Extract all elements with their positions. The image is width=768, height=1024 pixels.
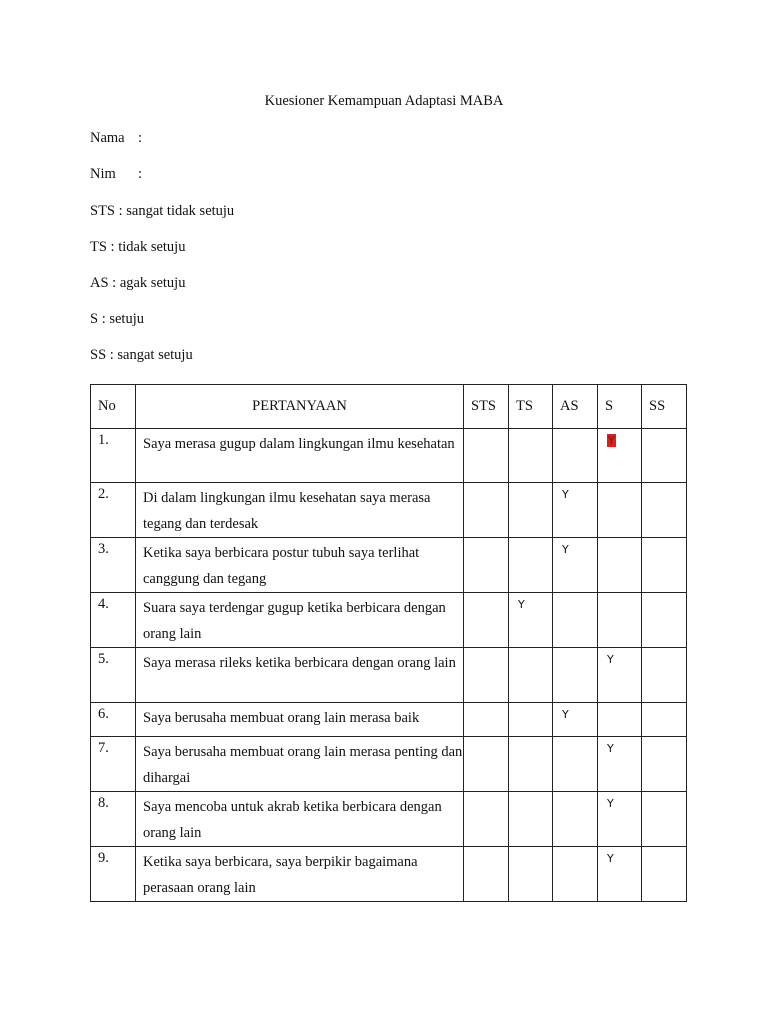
row-question: Saya mencoba untuk akrab ketika berbicara dengan orang lain bbox=[136, 792, 464, 847]
row-question: Saya berusaha membuat orang lain merasa baik bbox=[136, 703, 464, 737]
answer-mark: Y bbox=[607, 653, 614, 666]
row-question: Di dalam lingkungan ilmu kesehatan saya merasa tegang dan terdesak bbox=[136, 483, 464, 538]
row-question: Saya merasa rileks ketika berbicara dengan orang lain bbox=[136, 648, 464, 703]
answer-cell-sts[interactable] bbox=[464, 538, 509, 593]
row-number: 7. bbox=[91, 737, 136, 792]
answer-cell-as[interactable] bbox=[553, 483, 598, 538]
answer-mark: Y bbox=[562, 543, 569, 556]
row-number: 6. bbox=[91, 703, 136, 737]
table-row bbox=[91, 483, 687, 538]
answer-cell-ss[interactable] bbox=[642, 792, 687, 847]
row-question: Saya berusaha membuat orang lain merasa penting dan dihargai bbox=[136, 737, 464, 792]
header-ts: TS bbox=[509, 385, 553, 429]
answer-cell-ss[interactable] bbox=[642, 847, 687, 902]
answer-cell-sts[interactable] bbox=[464, 429, 509, 483]
answer-cell-as[interactable] bbox=[553, 847, 598, 902]
table-row bbox=[91, 648, 687, 703]
answer-cell-as[interactable] bbox=[553, 737, 598, 792]
answer-cell-sts[interactable] bbox=[464, 703, 509, 737]
table-row bbox=[91, 792, 687, 847]
answer-cell-s[interactable] bbox=[598, 847, 642, 902]
row-question: Suara saya terdengar gugup ketika berbicara dengan orang lain bbox=[136, 593, 464, 648]
nim-label: Nim bbox=[90, 166, 116, 182]
questionnaire-table bbox=[90, 384, 687, 902]
answer-cell-as[interactable] bbox=[553, 593, 598, 648]
answer-cell-sts[interactable] bbox=[464, 483, 509, 538]
row-number: 2. bbox=[91, 483, 136, 538]
answer-cell-s[interactable] bbox=[598, 429, 642, 483]
answer-cell-s[interactable] bbox=[598, 703, 642, 737]
answer-cell-as[interactable] bbox=[553, 429, 598, 483]
answer-cell-ts[interactable] bbox=[509, 847, 553, 902]
answer-cell-ss[interactable] bbox=[642, 483, 687, 538]
row-question: Ketika saya berbicara, saya berpikir bagaimana perasaan orang lain bbox=[136, 847, 464, 902]
header-ss: SS bbox=[642, 385, 687, 429]
answer-cell-ts[interactable] bbox=[509, 429, 553, 483]
answer-cell-as[interactable] bbox=[553, 648, 598, 703]
answer-cell-s[interactable] bbox=[598, 792, 642, 847]
answer-mark: Y bbox=[562, 488, 569, 501]
name-label: Nama bbox=[90, 130, 125, 146]
table-row bbox=[91, 593, 687, 648]
answer-mark: Y bbox=[607, 797, 614, 810]
answer-cell-ts[interactable] bbox=[509, 483, 553, 538]
answer-cell-ts[interactable] bbox=[509, 792, 553, 847]
answer-cell-s[interactable] bbox=[598, 648, 642, 703]
answer-mark: Y bbox=[607, 742, 614, 755]
answer-mark: Y bbox=[562, 708, 569, 721]
answer-cell-ts[interactable] bbox=[509, 737, 553, 792]
name-colon: : bbox=[138, 130, 143, 146]
answer-cell-as[interactable] bbox=[553, 792, 598, 847]
answer-cell-s[interactable] bbox=[598, 593, 642, 648]
answer-cell-s[interactable] bbox=[598, 538, 642, 593]
answer-mark: Y bbox=[608, 434, 615, 447]
row-number: 4. bbox=[91, 593, 136, 648]
answer-cell-ts[interactable] bbox=[509, 538, 553, 593]
row-number: 8. bbox=[91, 792, 136, 847]
answer-cell-sts[interactable] bbox=[464, 847, 509, 902]
answer-cell-sts[interactable] bbox=[464, 593, 509, 648]
answer-cell-ss[interactable] bbox=[642, 429, 687, 483]
table-row bbox=[91, 538, 687, 593]
answer-mark: Y bbox=[607, 852, 614, 865]
table-row bbox=[91, 429, 687, 483]
row-number: 5. bbox=[91, 648, 136, 703]
answer-cell-sts[interactable] bbox=[464, 737, 509, 792]
row-question: Ketika saya berbicara postur tubuh saya terlihat canggung dan tegang bbox=[136, 538, 464, 593]
answer-cell-ss[interactable] bbox=[642, 648, 687, 703]
legend-sts: STS : sangat tidak setuju bbox=[90, 203, 235, 219]
answer-cell-sts[interactable] bbox=[464, 648, 509, 703]
legend-ss: SS : sangat setuju bbox=[90, 347, 193, 363]
header-as: AS bbox=[553, 385, 598, 429]
legend-s: S : setuju bbox=[90, 311, 144, 327]
name-field bbox=[90, 130, 142, 147]
table-row bbox=[91, 847, 687, 902]
table-body bbox=[91, 429, 687, 902]
answer-cell-as[interactable] bbox=[553, 703, 598, 737]
answer-cell-ss[interactable] bbox=[642, 737, 687, 792]
legend-ts: TS : tidak setuju bbox=[90, 239, 186, 255]
row-number: 1. bbox=[91, 429, 136, 483]
document-title: Kuesioner Kemampuan Adaptasi MABA bbox=[264, 93, 504, 109]
header-question: PERTANYAAN bbox=[136, 385, 464, 429]
nim-colon: : bbox=[138, 166, 143, 182]
answer-cell-s[interactable] bbox=[598, 483, 642, 538]
table-row bbox=[91, 737, 687, 792]
header-s: S bbox=[598, 385, 642, 429]
answer-cell-ts[interactable] bbox=[509, 703, 553, 737]
answer-cell-ss[interactable] bbox=[642, 538, 687, 593]
answer-cell-ts[interactable] bbox=[509, 593, 553, 648]
answer-cell-as[interactable] bbox=[553, 538, 598, 593]
row-question: Saya merasa gugup dalam lingkungan ilmu kesehatan bbox=[136, 429, 464, 483]
answer-mark: Y bbox=[518, 598, 525, 611]
row-number: 9. bbox=[91, 847, 136, 902]
header-sts: STS bbox=[464, 385, 509, 429]
answer-cell-ts[interactable] bbox=[509, 648, 553, 703]
legend-as: AS : agak setuju bbox=[90, 275, 186, 291]
header-no: No bbox=[91, 385, 136, 429]
nim-field bbox=[90, 166, 142, 183]
answer-cell-sts[interactable] bbox=[464, 792, 509, 847]
answer-cell-ss[interactable] bbox=[642, 593, 687, 648]
row-number: 3. bbox=[91, 538, 136, 593]
answer-cell-s[interactable] bbox=[598, 737, 642, 792]
table-header-row bbox=[91, 385, 687, 429]
answer-cell-ss[interactable] bbox=[642, 703, 687, 737]
table-row bbox=[91, 703, 687, 737]
